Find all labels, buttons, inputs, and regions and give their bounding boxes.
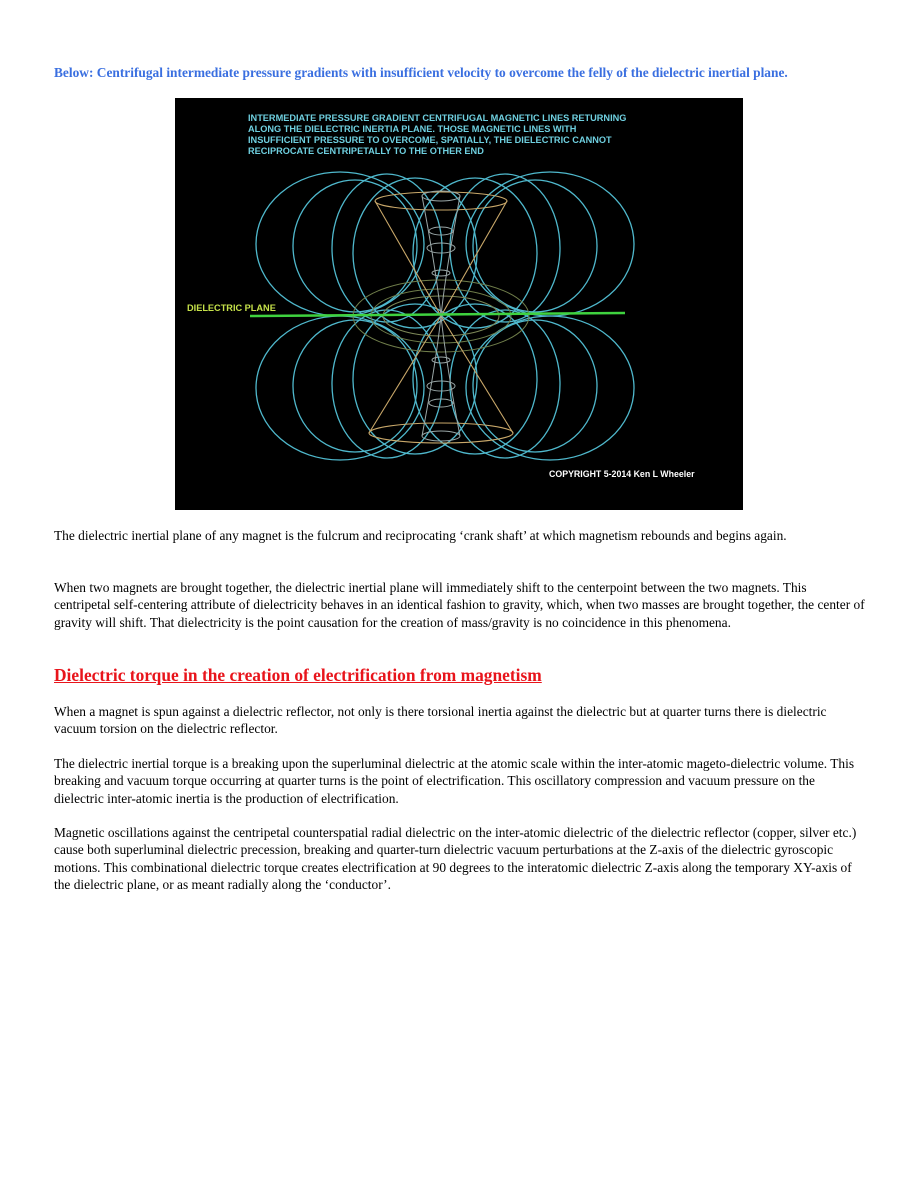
field-loop [332, 310, 442, 458]
field-loop [473, 320, 597, 452]
field-loop [293, 180, 417, 312]
diagram-title-line: RECIPROCATE CENTRIPETALLY TO THE OTHER END [248, 146, 484, 156]
diagram-title-line: INTERMEDIATE PRESSURE GRADIENT CENTRIFUGAL MAGNETIC LINES RETURNING [248, 113, 627, 123]
diagram-title [248, 113, 626, 156]
cone-edge [375, 201, 441, 316]
diagram-title-line: INSUFFICIENT PRESSURE TO OVERCOME, SPATIALLY, THE DIELECTRIC CANNOT [248, 135, 612, 145]
field-loop [473, 180, 597, 312]
diagram-canvas [175, 98, 743, 510]
paragraph: The dielectric inertial torque is a breaking upon the superluminal dielectric at the atomic scale within the inter-atomic mageto-dielectric volume. This breaking and vacuum torque occurring at quarter turns is the point of electrification. This oscillatory compression and vacuum pressure on the dielectric inter-atomic inertia is the production of electrification. [54, 756, 855, 806]
dielectric-plane-line [250, 313, 625, 316]
field-loop [353, 178, 477, 328]
diagram-title-line: ALONG THE DIELECTRIC INERTIA PLANE. THOSE MAGNETIC LINES WITH [248, 124, 577, 134]
section-heading: Dielectric torque in the creation of electrification from magnetism [54, 665, 542, 685]
field-loop [466, 172, 634, 316]
dielectric-plane-label: DIELECTRIC PLANE [187, 303, 276, 313]
paragraph: The dielectric inertial plane of any magnet is the fulcrum and reciprocating ‘crank shaft’ at which magnetism rebounds and begins again. [54, 528, 787, 543]
vortex-ring [422, 431, 460, 441]
field-loop [466, 316, 634, 460]
copyright-text: COPYRIGHT 5-2014 Ken L Wheeler [549, 469, 695, 479]
field-loop [353, 304, 477, 454]
vortex-column [422, 191, 460, 441]
paragraph: When two magnets are brought together, the dielectric inertial plane will immediately shift to the centerpoint between the two magnets. This centripetal self-centering attribute of dielectricity behaves in an identical fashion to gravity, which, when two masses are brought together, the center of gravity will shift. That dielectricity is the point causation for the creation of mass/gravity is no coincidence in this phenomena. [54, 580, 865, 630]
paragraph: When a magnet is spun against a dielectric reflector, not only is there torsional inertia against the dielectric but at quarter turns there is dielectric vacuum torsion on the dielectric reflector. [54, 704, 827, 737]
magnetic-field-diagram [175, 98, 743, 510]
paragraph: Magnetic oscillations against the centripetal counterspatial radial dielectric on the inter-atomic dielectric of the dielectric reflector (copper, silver etc.) cause both superluminal dielectric precession, breaking and quarter-turn dielectric vacuum perturbations at the Z-axis of the dielectric gyroscopic motions. This combinational dielectric torque creates electrification at 90 degrees to the interatomic dielectric Z-axis along the temporary XY-axis of the dielectric plane, or as meant radially along the ‘conductor’. [54, 825, 857, 892]
cone-edge [369, 316, 441, 433]
cone-edge [441, 316, 513, 433]
figure-caption: Below: Centrifugal intermediate pressure gradients with insufficient velocity to overcome the felly of the dielectric inertial plane. [54, 65, 788, 80]
